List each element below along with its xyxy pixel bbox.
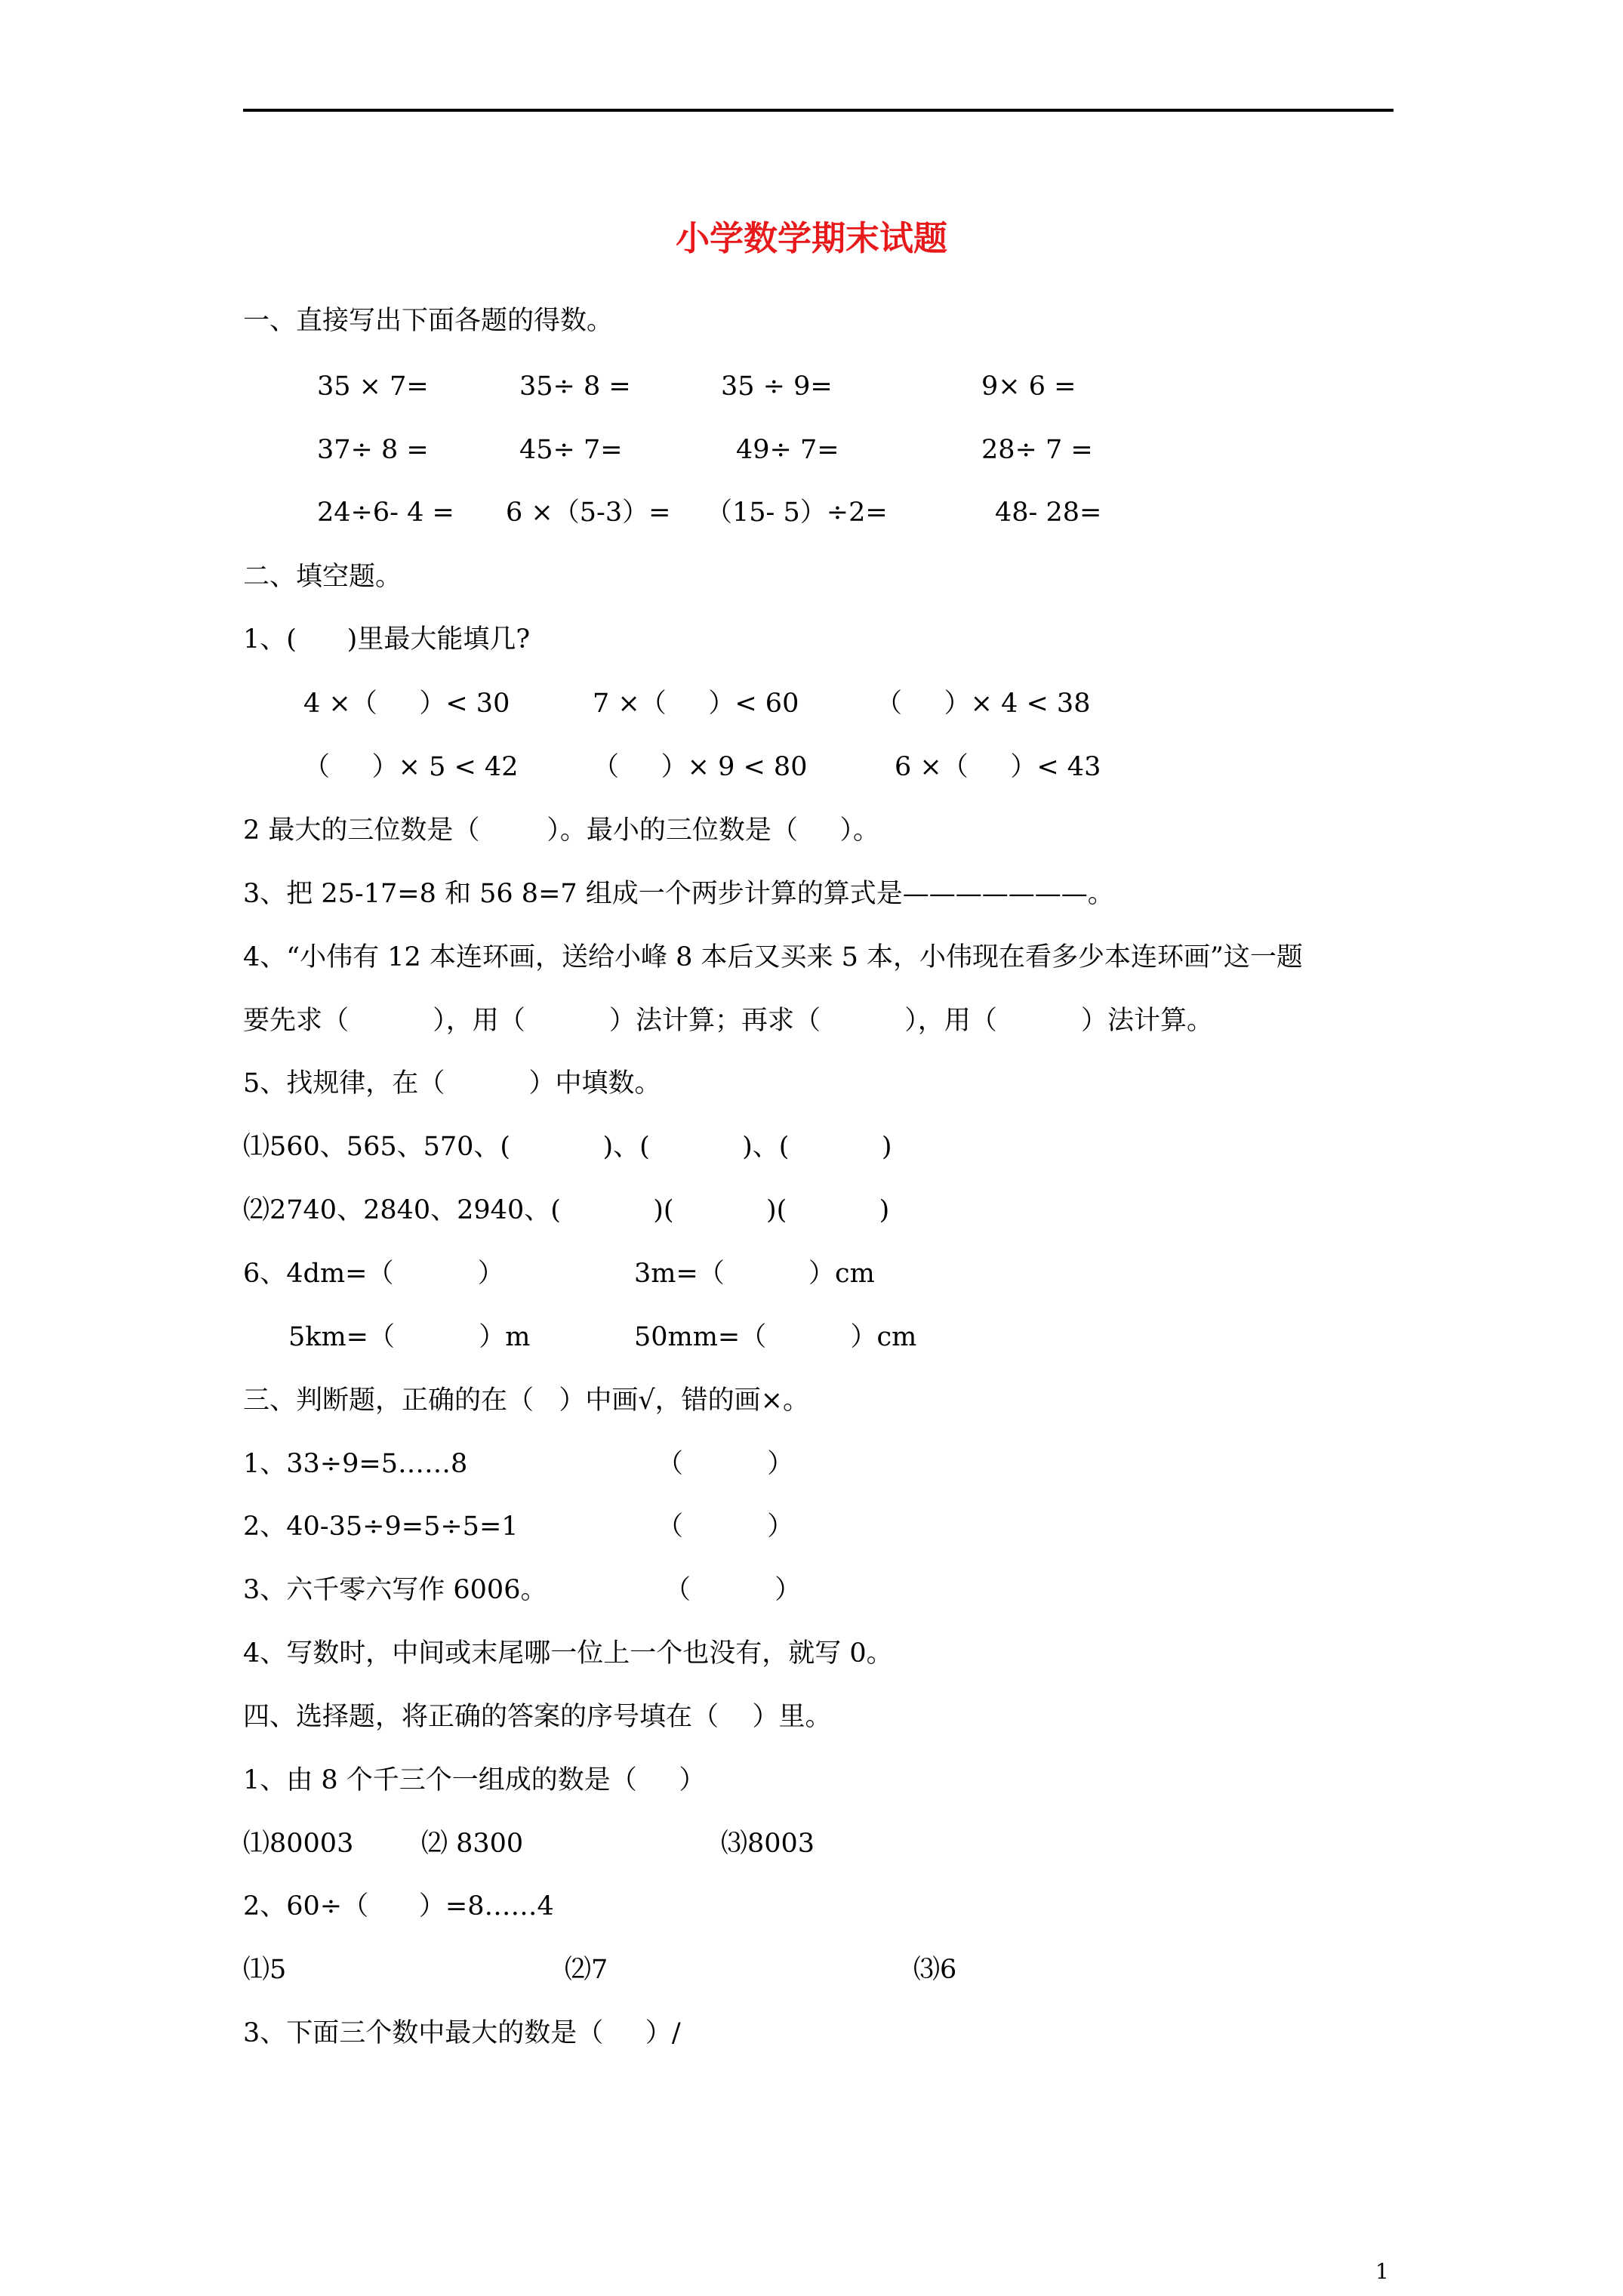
section4-heading: 四、选择题，将正确的答案的序号填在（ ）里。 xyxy=(243,1702,832,1732)
choice-option: ⑴5 xyxy=(243,1955,287,1985)
calc-item: 9× 6 = xyxy=(981,371,1076,402)
question-text: 2、60÷（ ）=8……4 xyxy=(243,1891,554,1922)
choice-option: ⑵7 xyxy=(565,1955,608,1985)
unit-conversion-item: 3m=（ ）cm xyxy=(634,1259,875,1289)
calc-item: （15- 5）÷2= xyxy=(706,498,888,528)
question-text: 3、把 25-17=8 和 56 8=7 组成一个两步计算的算式是———————。 xyxy=(243,879,1114,909)
page-number: 1 xyxy=(1375,2259,1389,2284)
choice-option: ⑴80003 xyxy=(243,1829,354,1859)
question-text: 1、( )里最大能填几? xyxy=(243,624,531,655)
answer-blank: （ ） xyxy=(657,1512,794,1542)
inequality-item: 4 ×（ ）< 30 xyxy=(303,689,510,719)
choice-option: ⑵ 8300 xyxy=(421,1829,524,1859)
calc-item: 49÷ 7= xyxy=(736,435,839,465)
answer-blank: （ ） xyxy=(664,1575,802,1605)
answer-blank: （ ） xyxy=(657,1449,794,1479)
question-text: 要先求（ ），用（ ）法计算；再求（ ），用（ ）法计算。 xyxy=(243,1006,1214,1036)
section2-heading: 二、填空题。 xyxy=(243,562,402,592)
calc-item: 35÷ 8 = xyxy=(519,371,631,402)
judgement-item: 1、33÷9=5……8 xyxy=(243,1449,468,1479)
sequence-item: ⑴560、565、570、( )、( )、( ) xyxy=(243,1132,892,1162)
section3-heading: 三、判断题，正确的在（ ）中画√，错的画×。 xyxy=(243,1385,810,1416)
choice-option: ⑶6 xyxy=(913,1955,957,1985)
question-text: 4、“小伟有 12 本连环画，送给小峰 8 本后又买来 5 本，小伟现在看多少本连环画”这一题 xyxy=(243,942,1303,972)
judgement-item: 4、写数时，中间或末尾哪一位上一个也没有，就写 0。 xyxy=(243,1638,893,1669)
calc-item: 24÷6- 4 = xyxy=(317,498,454,528)
inequality-item: 7 ×（ ）< 60 xyxy=(593,689,799,719)
unit-conversion-item: 6、4dm=（ ） xyxy=(243,1259,504,1289)
header-rule xyxy=(243,109,1394,112)
inequality-item: （ ）× 5 < 42 xyxy=(303,752,519,782)
judgement-item: 2、40-35÷9=5÷5=1 xyxy=(243,1512,519,1542)
calc-item: 45÷ 7= xyxy=(519,435,623,465)
section1-heading: 一、直接写出下面各题的得数。 xyxy=(243,306,614,336)
page-title: 小学数学期末试题 xyxy=(675,218,947,258)
judgement-item: 3、六千零六写作 6006。 xyxy=(243,1575,547,1605)
calc-item: 35 ÷ 9= xyxy=(721,371,833,402)
question-text: 2 最大的三位数是（ ）。最小的三位数是（ ）。 xyxy=(243,815,880,846)
inequality-item: （ ）× 4 < 38 xyxy=(876,689,1091,719)
calc-item: 28÷ 7 = xyxy=(981,435,1093,465)
question-text: 1、由 8 个千三个一组成的数是（ ） xyxy=(243,1765,706,1795)
calc-item: 37÷ 8 = xyxy=(317,435,429,465)
question-text: 3、下面三个数中最大的数是（ ）/ xyxy=(243,2018,681,2048)
question-text: 5、找规律，在（ ）中填数。 xyxy=(243,1068,661,1099)
unit-conversion-item: 5km=（ ）m xyxy=(288,1322,531,1352)
sequence-item: ⑵2740、2840、2940、( )( )( ) xyxy=(243,1195,890,1225)
inequality-item: 6 ×（ ）< 43 xyxy=(895,752,1101,782)
unit-conversion-item: 50mm=（ ）cm xyxy=(634,1322,917,1352)
calc-item: 6 ×（5-3）= xyxy=(506,498,671,528)
calc-item: 48- 28= xyxy=(995,498,1102,528)
inequality-item: （ ）× 9 < 80 xyxy=(593,752,808,782)
calc-item: 35 × 7= xyxy=(317,371,429,402)
choice-option: ⑶8003 xyxy=(721,1829,815,1859)
